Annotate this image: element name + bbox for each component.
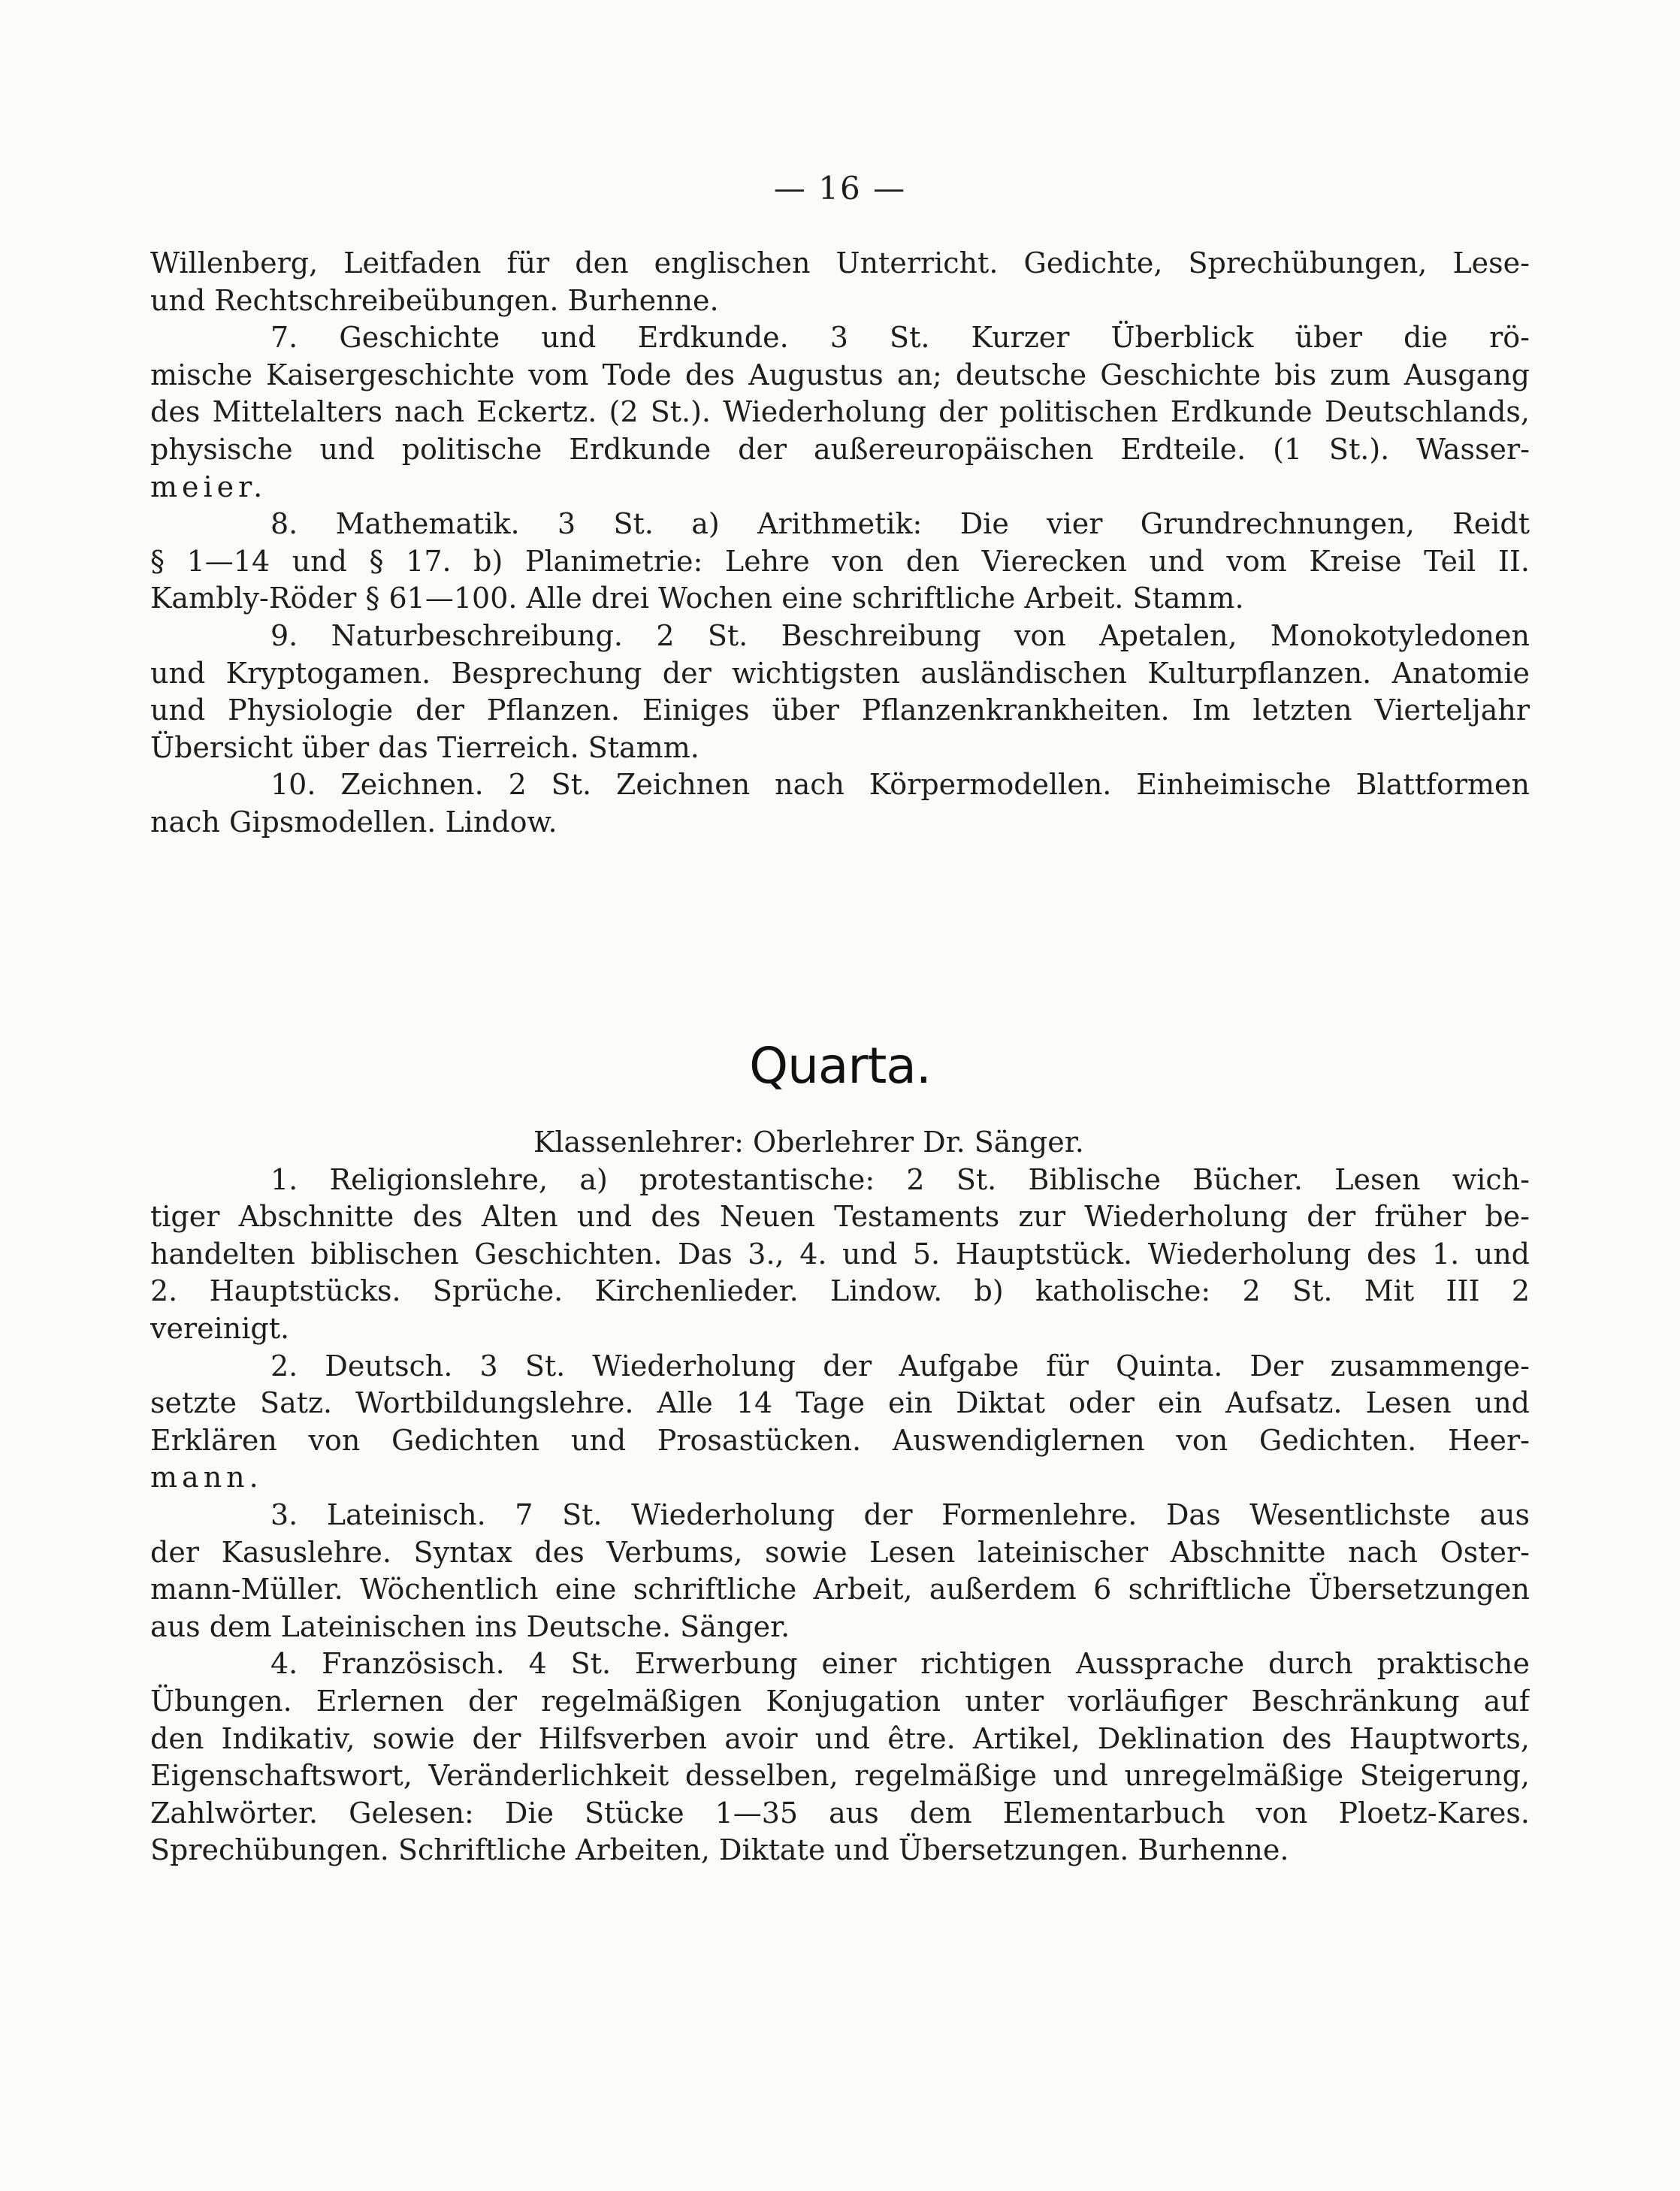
text-line: 2. Deutsch. 3 St. Wiederholung der Aufgabe für Quinta. Der zusammenge-	[270, 1349, 1530, 1383]
text-line: der Kasuslehre. Syntax des Verbums, sowie Lesen lateinischer Abschnitte nach Oster-	[150, 1535, 1530, 1569]
text-line: Übersicht über das Tierreich. Stamm.	[150, 730, 699, 764]
text-line: § 1—14 und § 17. b) Planimetrie: Lehre von den Vierecken und vom Kreise Teil II.	[150, 544, 1530, 578]
text-line: Willenberg, Leitfaden für den englischen Unterricht. Gedichte, Sprechübungen, Lese-	[150, 246, 1530, 280]
text-line: des Mittelalters nach Eckertz. (2 St.). Wiederholung der politischen Erdkunde Deutschlands,	[150, 395, 1530, 429]
text-line: Kambly-Röder § 61—100. Alle drei Wochen eine schriftliche Arbeit. Stamm.	[150, 582, 1244, 615]
text-line: aus dem Lateinischen ins Deutsche. Sänger.	[150, 1609, 790, 1643]
text-line: 9. Naturbeschreibung. 2 St. Beschreibung von Apetalen, Monokotyledonen	[270, 618, 1530, 652]
section-title: Quarta.	[749, 1037, 931, 1095]
text-block-bottom	[150, 1124, 1530, 1869]
text-line: Übungen. Erlernen der regelmäßigen Konjugation unter vorläufiger Beschränkung auf	[150, 1684, 1530, 1718]
text-line: den Indikativ, sowie der Hilfsverben avoir und être. Artikel, Deklination des Hauptworts,	[150, 1721, 1530, 1755]
text-line: Zahlwörter. Gelesen: Die Stücke 1—35 aus dem Elementarbuch von Ploetz-Kares.	[150, 1796, 1530, 1830]
text-line: 1. Religionslehre, a) protestantische: 2 St. Biblische Bücher. Lesen wich-	[270, 1162, 1530, 1196]
text-line: mann.	[150, 1461, 263, 1494]
text-line: nach Gipsmodellen. Lindow.	[150, 805, 557, 839]
text-line: und Physiologie der Pflanzen. Einiges über Pflanzenkrankheiten. Im letzten Vierteljahr	[150, 694, 1530, 727]
text-line: und Rechtschreibeübungen. Burhenne.	[150, 283, 719, 317]
text-line: mann-Müller. Wöchentlich eine schriftliche Arbeit, außerdem 6 schriftliche Übersetzungen	[150, 1573, 1530, 1606]
text-block-top	[150, 245, 1530, 842]
text-line: 4. Französisch. 4 St. Erwerbung einer richtigen Aussprache durch praktische	[270, 1647, 1530, 1681]
text-line: physische und politische Erdkunde der außereuropäischen Erdteile. (1 St.). Wasser-	[150, 432, 1530, 466]
text-line: mische Kaisergeschichte vom Tode des Augustus an; deutsche Geschichte bis zum Ausgang	[150, 358, 1530, 391]
text-line: 10. Zeichnen. 2 St. Zeichnen nach Körpermodellen. Einheimische Blattformen	[270, 768, 1530, 802]
text-line: und Kryptogamen. Besprechung der wichtigsten ausländischen Kulturpflanzen. Anatomie	[150, 656, 1530, 690]
text-line: Sprechübungen. Schriftliche Arbeiten, Diktate und Übersetzungen. Burhenne.	[150, 1833, 1289, 1867]
text-line: tiger Abschnitte des Alten und des Neuen Testaments zur Wiederholung der früher be-	[150, 1200, 1530, 1234]
text-line: Eigenschaftswort, Veränderlichkeit desselben, regelmäßige und unregelmäßige Steigerung,	[150, 1759, 1530, 1793]
text-line: 3. Lateinisch. 7 St. Wiederholung der Formenlehre. Das Wesentlichste aus	[270, 1497, 1530, 1531]
class-teacher: Klassenlehrer: Oberlehrer Dr. Sänger.	[533, 1126, 1084, 1159]
page-number: — 16 —	[773, 170, 907, 207]
text-line: 2. Hauptstücks. Sprüche. Kirchenlieder. Lindow. b) katholische: 2 St. Mit III 2	[150, 1274, 1530, 1308]
text-line: setzte Satz. Wortbildungslehre. Alle 14 Tage ein Diktat oder ein Aufsatz. Lesen und	[150, 1386, 1530, 1420]
text-line: meier.	[150, 470, 267, 503]
text-line: 7. Geschichte und Erdkunde. 3 St. Kurzer Überblick über die rö-	[270, 321, 1530, 355]
text-line: Erklären von Gedichten und Prosastücken. Auswendiglernen von Gedichten. Heer-	[150, 1423, 1530, 1457]
text-line: 8. Mathematik. 3 St. a) Arithmetik: Die vier Grundrechnungen, Reidt	[270, 507, 1530, 541]
text-line: vereinigt.	[150, 1311, 290, 1345]
text-line: handelten biblischen Geschichten. Das 3., 4. und 5. Hauptstück. Wiederholung des 1. und	[150, 1237, 1530, 1271]
